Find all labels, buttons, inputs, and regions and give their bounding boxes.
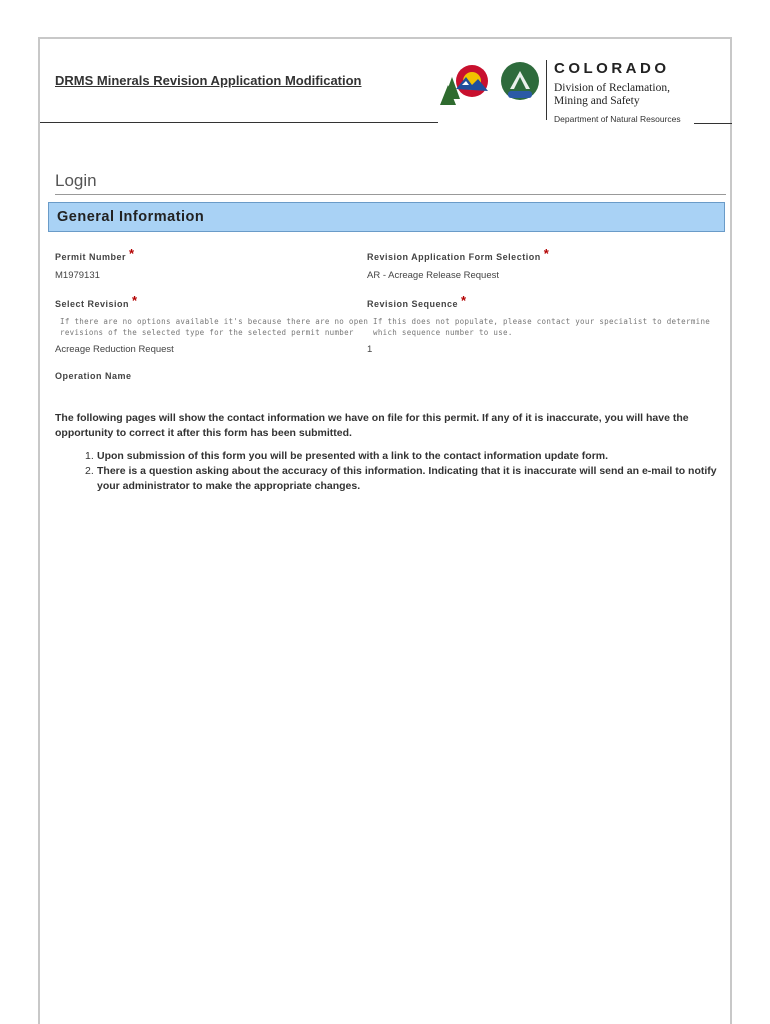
list-item-text: There is a question asking about the accuracy of this information. Indicating that it is inaccurate will send an e-mail to notify your administrator to make the appropriate changes. (97, 465, 717, 492)
permit-number-value[interactable]: M1979131 (55, 270, 100, 281)
select-revision-help-line-2: revisions of the selected type for the selected permit number (60, 328, 354, 337)
permit-number-label (55, 248, 135, 263)
division-line-1: Division of Reclamation, (554, 82, 670, 94)
login-heading: Login (55, 171, 97, 190)
form-title: DRMS Minerals Revision Application Modification (55, 73, 362, 88)
required-marker: * (543, 246, 550, 261)
revision-sequence-label (367, 295, 467, 310)
required-marker: * (129, 246, 135, 261)
revision-sequence-label-text: Revision Sequence (367, 299, 459, 309)
select-revision-label (55, 295, 138, 310)
contact-info-notice: The following pages will show the contact information we have on file for this permit. If any of it is inaccurate, you will have the opportunity to correct it after this form has been submitted. (55, 412, 689, 439)
select-revision-label-text: Select Revision (55, 299, 130, 309)
logo-divider (546, 60, 547, 120)
agency-name: COLORADO (554, 60, 670, 77)
colorado-logo-icon (438, 59, 496, 109)
section-title: General Information (57, 209, 205, 225)
form-page (38, 37, 732, 1024)
list-item-number: 1. (85, 450, 94, 462)
list-item (85, 449, 725, 464)
division-name (554, 82, 670, 108)
department-name: Department of Natural Resources (554, 114, 681, 124)
select-revision-help-line-1: If there are no options available it's because there are no open (60, 317, 369, 326)
form-selection-label (367, 248, 549, 263)
division-line-2: Mining and Safety (554, 95, 640, 107)
form-selection-value[interactable]: AR - Acreage Release Request (367, 270, 500, 281)
list-item-number: 2. (85, 465, 94, 477)
agency-logo-block (438, 57, 734, 129)
revision-sequence-help-line-2: which sequence number to use. (373, 328, 513, 337)
dnr-logo-icon (500, 61, 540, 107)
select-revision-value[interactable]: Acreage Reduction Request (55, 344, 174, 355)
login-divider (55, 194, 726, 195)
permit-number-label-text: Permit Number (55, 252, 127, 262)
general-information-section-header (48, 202, 725, 232)
operation-name-label: Operation Name (55, 371, 132, 381)
list-item-text: Upon submission of this form you will be presented with a link to the contact information update form. (97, 450, 609, 462)
required-marker: * (461, 293, 467, 308)
revision-sequence-help (373, 316, 710, 338)
revision-sequence-help-line-1: If this does not populate, please contact your specialist to determine (373, 317, 711, 326)
revision-sequence-value[interactable]: 1 (367, 344, 373, 355)
header-divider (40, 122, 438, 123)
select-revision-help (60, 316, 368, 338)
department-rule (694, 123, 732, 124)
required-marker: * (132, 293, 138, 308)
notice-list (85, 449, 725, 494)
form-selection-label-text: Revision Application Form Selection (367, 252, 541, 262)
list-item (85, 464, 725, 494)
